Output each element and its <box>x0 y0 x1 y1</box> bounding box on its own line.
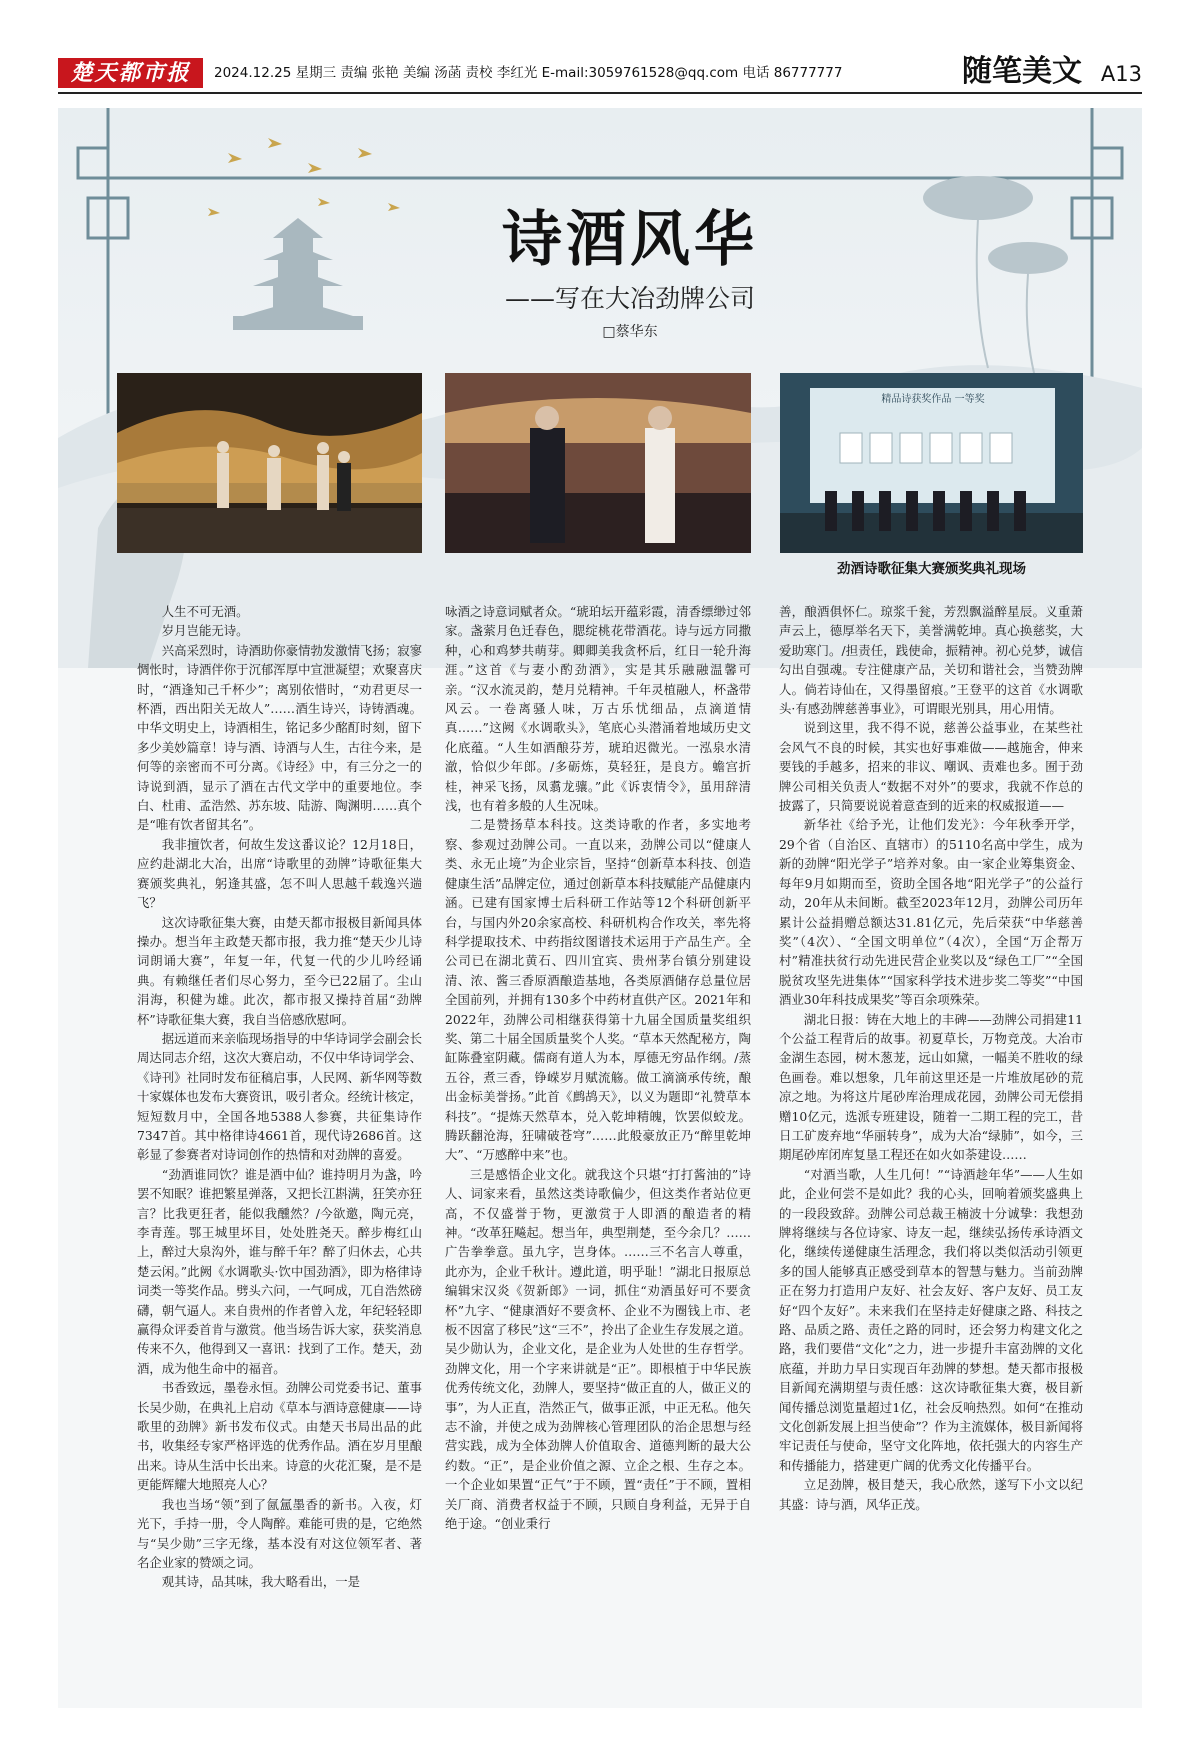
page-header <box>58 54 1142 89</box>
paragraph: 岁月岂能无诗。 <box>161 623 249 639</box>
article-frame <box>58 108 1142 1708</box>
photo-banner-text: 精品诗获奖作品 一等奖 <box>881 394 985 405</box>
article-subtitle: ——写在大冶劲牌公司 <box>504 284 755 313</box>
paragraph: 湖北日报：铸在大地上的丰碑——劲牌公司捐建11个公益工程背后的故事。初夏草长，万物竞茂。大冶市金湖生态园，树木葱茏，远山如黛，一幅美不胜收的绿色画卷。难以想象，几年前这里还是一片堆放尾砂的荒凉之地。为将这片尾砂库治理成花园，劲牌公司无偿捐赠10亿元，选派专班建设，随着一二期工程的完工，昔日工矿废弃地“华丽转身”，成为大冶“绿肺”，如今，三期尾砂库闭库复垦工程还在如火如荼建设…… <box>779 1011 1083 1163</box>
paragraph: 三是感悟企业文化。就我这个只堪“打打酱油的”诗人、词家来看，虽然这类诗歌偏少，但这类作者站位更高，不仅盛誉于物，更激赏于人即酒的酿造者的精神。“改革狂飚起。想当年，典型荆楚，至今余几？……广告拳拳意。虽九字，岂身体。……三不名言人尊重，此亦为，企业千秋计。遵此道，明乎耻！”湖北日报原总编辑宋汉炎《贺新郎》一词，抓住“劝酒虽好可不要贪杯”九字、“健康酒好不要贪杯、企业不为圈钱上市、老板不因富了移民”这“三不”，拎出了企业生存发展之道。吴少勋认为，企业文化，是企业为人处世的生存哲学。劲牌文化，用一个字来讲就是“正”。即根植于中华民族优秀传统文化，劲牌人，要坚持“做正直的人，做正义的事”，为人正直，浩然正气，做事正派，中正无私。他矢志不渝，并使之成为劲牌核心管理团队的治企思想与经营实践，成为全体劲牌人价值取舍、道德判断的最大公约数。“正”，是企业价值之源、立企之根、生存之本。一个企业如果置“正气”于不顾，置“责任”于不顾，置相关厂商、消费者权益于不顾，只顾自身利益，无异于自绝于途。“创业秉行 <box>445 1166 751 1532</box>
paragraph: 新华社《给予光，让他们发光》：今年秋季开学，29个省（自治区、直辖市）的5110名高中学生，成为新的劲牌“阳光学子”培养对象。由一家企业筹集资金、每年9月如期而至，资助全国各地“阳光学子”的公益行动，20年从未间断。截至2023年12月，劲牌公司历年累计公益捐赠总额达31.81亿元，先后荣获“中华慈善奖”（4次）、“全国文明单位”（4次），全国“万企帮万村”精准扶贫行动先进民营企业奖以及“绿色工厂”“全国脱贫攻坚先进集体”“国家科学技术进步奖二等奖”“中国酒业30年科技成果奖”等百余项殊荣。 <box>779 817 1083 1008</box>
paragraph: “劲酒谁同饮？谁是酒中仙？谁持明月为盏，吟罢不知眠？谁把繁星弹落，又把长江斟满，狂笑亦狂言？比我更狂者，能似我醺然？/今欲邀，陶元亮，李青莲。鄂王城里坏目，处处胜尧天。醉步梅红山上，醉过大泉沟外，谁与醉千年？醉了归休去，心共楚云闲。”此阙《水调歌头·饮中国劲酒》，即为格律诗词类一等奖作品。劈头六问，一气呵成，兀自浩然磅礴，朝气逼人。来自贵州的作者曾入龙，年纪轻轻即赢得众评委首肯与激赏。他当场告诉大家，获奖消息传来不久，他得到又一喜讯：找到了工作。楚天，劲酒，成为他生命中的福音。 <box>137 1166 422 1376</box>
paragraph: 说到这里，我不得不说，慈善公益事业，在某些社会风气不良的时候，其实也好事难做——越施舍，伸来要钱的手越多，招来的非议、嘲讽、责难也多。囿于劲牌公司相关负责人“数据不对外”的要求，我就不作总的披露了，只简要说说着意查到的近来的权威报道—— <box>779 720 1083 814</box>
article-column-3 <box>779 602 1083 1514</box>
paragraph: “对酒当歌，人生几何！”“诗酒趁年华”——人生如此，企业何尝不是如此？我的心头，回响着颁奖盛典上的一段段致辞。劲牌公司总裁王楠波十分诚挚：我想劲牌将继续与各位诗家、诗友一起，继续弘扬传承诗酒文化，继续传递健康生活理念，我们将以类似活动引领更多的国人能够真正感受到草本的智慧与魅力。当前劲牌正在努力打造用户友好、社会友好、客户友好、员工友好“四个友好”。未来我们在坚持走好健康之路、科技之路、品质之路、责任之路的同时，还会努力构建文化之路，我们要借“文化”之力，进一步提升丰富劲牌的文化底蕴，并助力早日实现百年劲牌的梦想。楚天都市报极目新闻充满期望与责任感：这次诗歌征集大赛，极目新闻传播总浏览量超过1亿，社会反响热烈。如何“在推动文化创新发展上担当使命”？作为主流媒体，极目新闻将牢记责任与使命，坚守文化阵地，依托强大的内容生产和传播能力，搭建更广阔的优秀文化传播平台。 <box>779 1166 1083 1473</box>
paragraph: 我非擅饮者，何故生发这番议论？12月18日，应约赴湖北大冶，出席“诗歌里的劲牌”诗歌征集大赛颁奖典礼，躬逢其盛，怎不叫人思越千载逸兴遄飞？ <box>137 836 422 911</box>
paragraph: 咏酒之诗意词赋者众。“琥珀坛开蕴彩霞，清香缥缈过邻家。盏萦月色迁春色，腮绽桃花带酒花。诗与远方同撒种，心和鸡梦共萌芽。卿卿美我贪杯后，红日一轮升海涯。”这首《与妻小酌劲酒》，实是其乐融融温馨可亲。“汉水流灵韵，楚月兑精神。千年灵植融人，杯盏带风云。一卷离骚人味，万古乐忧细品，点滴道情真……”这阙《水调歌头》，笔底心头潜涌着地域历史文化底蕴。“人生如酒酿芬芳，琥珀迟微光。一泓泉水清澈，恰似少年郎。/多砺炼，莫轻狂，是良方。蟾宫折桂，神采飞扬，凤翥龙骧。”此《诉衷情令》，虽用辞清浅，也有着多般的人生况味。 <box>445 604 751 814</box>
page-number: A13 <box>1100 62 1142 86</box>
article-title: 诗酒风华 <box>502 205 758 275</box>
article-column-2 <box>445 602 751 1534</box>
photo-hosts-on-stage <box>445 373 751 553</box>
paragraph: 我也当场“领”到了氤氲墨香的新书。入夜，灯光下，手持一册，令人陶醉。难能可贵的是，它绝然与“吴少勋”三字无缘，基本没有对这位领军者、著名企业家的赞颂之词。 <box>137 1496 422 1570</box>
photo-caption: 劲酒诗歌征集大赛颁奖典礼现场 <box>837 561 1026 577</box>
header-rule <box>58 92 1142 94</box>
paragraph: 二是赞扬草本科技。这类诗歌的作者，多实地考察、参观过劲牌公司。一直以来，劲牌公司以“健康人类、永无止境”为企业宗旨，坚持“创新草本科技、创造健康生活”品牌定位，通过创新草本科技赋能产品健康内涵。已建有国家博士后科研工作站等12个科研创新平台，与国内外20余家高校、科研机构合作攻关，率先将科学提取技术、中药指纹图谱技术运用于产品生产。全公司已在湖北黄石、四川宜宾、贵州茅台镇分别建设清、浓、酱三香原酒酿造基地，各类原酒储存总量位居全国前列，并拥有130多个中药材直供产区。2021年和2022年，劲牌公司相继获得第十九届全国质量奖组织奖、第二十届全国质量奖个人奖。“草本天然配秘方，陶缸陈叠室阴藏。儒商有道人为本，厚德无穷品作纲。/蒸五谷，煮三香，铮嵘岁月赋流觞。做工滴滴承传统，酿出金标美誉扬。”此首《鹧鸪天》，以义为题即“礼赞草本科技”。“提炼天然草本，兑入乾坤精魄，饮罢似蛟龙。腾跃翻沧海，狂啸破苍穹”……此般豪放正乃“醉里乾坤大”、“万感醉中来”也。 <box>445 817 751 1163</box>
article-column-1 <box>137 602 422 1592</box>
paragraph: 人生不可无酒。 <box>161 604 249 619</box>
paragraph: 立足劲牌，极目楚天，我心欣然，遂写下小文以纪其盛：诗与酒，风华正茂。 <box>779 1477 1083 1512</box>
photo-stage-performance <box>117 373 422 553</box>
paragraph: 善，酿酒俱怀仁。琼浆千瓮，芳烈飘溢醉星辰。义重萧声云上，德厚举名天下，美誉满乾坤。真心换慈奖，大爱助寒门。/担责任，践使命，振精神。初心兑梦，诚信勾出自强魂。专注健康产品，关切和谐社会，当赞劲牌人。倘若诗仙在，又得墨留痕。”王登平的这首《水调歌头·有感劲牌慈善事业》，可谓眼光别具，用心用情。 <box>779 604 1083 717</box>
paragraph: 这次诗歌征集大赛，由楚天都市报极目新闻具体操办。想当年主政楚天都市报，我力推“楚天少儿诗词朗诵大赛”，年复一年，代复一代的少儿吟经诵典。有赖继任者们尽心努力，至今已22届了。尘山涓海，积健为雄。此次，都市报又操持首届“劲牌杯”诗歌征集大赛，我自当倍感欣慰呵。 <box>137 914 422 1027</box>
article-byline: □蔡华东 <box>602 324 658 340</box>
masthead-logo: 楚天都市报 <box>58 58 203 88</box>
section-title: 随笔美文 <box>962 54 1082 89</box>
issue-meta: 2024.12.25 星期三 责编 张艳 美编 汤菡 责校 李红光 E-mail:3059761528@qq.com 电话 86777777 <box>214 65 843 81</box>
paragraph: 书香致远，墨卷永恒。劲牌公司党委书记、董事长吴少勋，在典礼上启动《草本与酒诗意健康——诗歌里的劲牌》新书发布仪式。由楚天书局出品的此书，收集经专家严格评选的优秀作品。酒在岁月里酿出来。诗从生活中长出来。诗意的火花汇聚，是不是更能辉耀大地照亮人心？ <box>137 1380 422 1493</box>
paragraph: 兴高采烈时，诗酒助你豪情勃发激情飞扬；寂寥惆怅时，诗酒伴你于沉郁浑厚中宣泄凝望；欢聚喜庆时，“酒逢知己千杯少”；离别依惜时，“劝君更尽一杯酒，西出阳关无故人”……酒生诗兴，诗铸酒魂。中华文明史上，诗酒相生，铭记多少酩酊时刻，留下多少美妙篇章！诗与酒、诗酒与人生，古往今来，是何等的亲密而不可分离。《诗经》中，有三分之一的诗说到酒，显示了酒在古代文学中的重要地位。李白、杜甫、孟浩然、苏东坡、陆游、陶渊明……真个是“唯有饮者留其名”。 <box>137 642 422 833</box>
paragraph: 观其诗，品其味，我大略看出，一是 <box>161 1574 361 1590</box>
paragraph: 据远道而来亲临现场指导的中华诗词学会副会长周达同志介绍，这次大赛启动，不仅中华诗词学会、《诗刊》社同时发布征稿启事，人民网、新华网等数十家媒体也发布大赛资讯，吸引者众。经统计核定，短短数月中，全国各地5388人参赛，共征集诗作7347首。其中格律诗4661首，现代诗2686首。这彰显了参赛者对诗词创作的热情和对劲牌的喜爱。 <box>137 1030 422 1163</box>
